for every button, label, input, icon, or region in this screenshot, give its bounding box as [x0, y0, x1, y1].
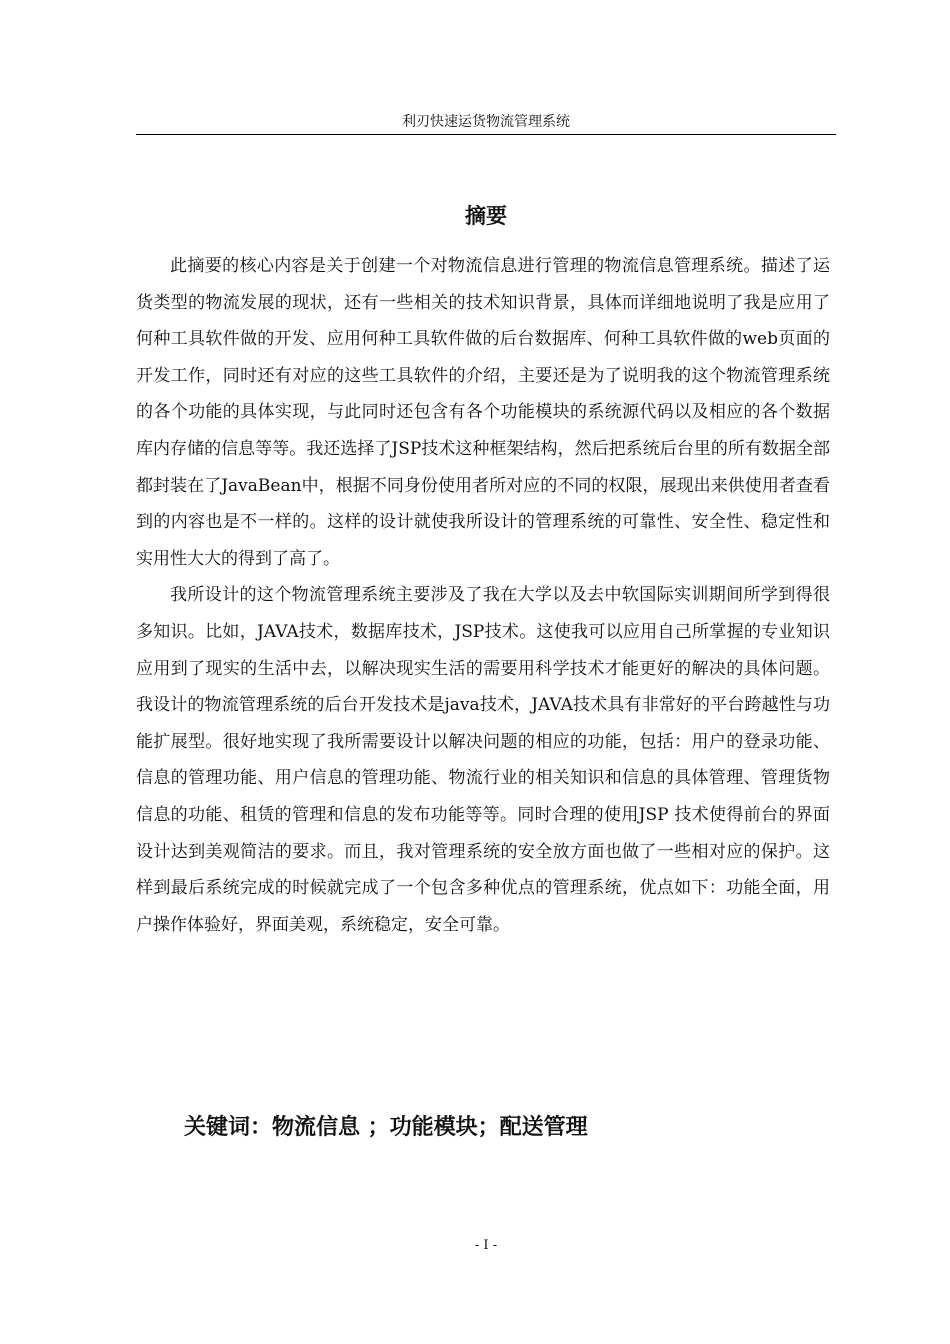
- section-title: 摘要: [465, 204, 507, 228]
- keywords-line: 关键词：物流信息 ；功能模块；配送管理: [184, 1115, 588, 1140]
- page-header-title: 利刃快速运货物流管理系统: [402, 114, 570, 130]
- abstract-paragraph-1: 此摘要的核心内容是关于创建一个对物流信息进行管理的物流信息管理系统。描述了运货类型的物流发展的现状，还有一些相关的技术知识背景，具体而详细地说明了我是应用了何种工具软件做的开发、应用何种工具软件做的后台数据库、何种工具软件做的web页面的开发工作，同时还有对应的这些工具软件的介绍，主要还是为了说明我的这个物流管理系统的各个功能的具体实现，与此同时还包含有各个功能模块的系统源代码以及相应的各个数据库内存储的信息等等。我还选择了JSP技术这种框架结构，然后把系统后台里的所有数据全部都封装在了JavaBean中，根据不同身份使用者所对应的不同的权限，展现出来供使用者查看到的内容也是不一样的。这样的设计就使我所设计的管理系统的可靠性、安全性、稳定性和实用性大大的得到了高了。: [136, 256, 830, 569]
- abstract-paragraph-2: 我所设计的这个物流管理系统主要涉及了我在大学以及去中软国际实训期间所学到得很多知识。比如，JAVA技术，数据库技术，JSP技术。这使我可以应用自己所掌握的专业知识应用到了现实的生活中去，以解决现实生活的需要用科学技术才能更好的解决的具体问题。我设计的物流管理系统的后台开发技术是java技术，JAVA技术具有非常好的平台跨越性与功能扩展型。很好地实现了我所需要设计以解决问题的相应的功能，包括：用户的登录功能、信息的管理功能、用户信息的管理功能、物流行业的相关知识和信息的具体管理、管理货物信息的功能、租赁的管理和信息的发布功能等等。同时合理的使用JSP 技术使得前台的界面设计达到美观简洁的要求。而且，我对管理系统的安全放方面也做了一些相对应的保护。这样到最后系统完成的时候就完成了一个包含多种优点的管理系统，优点如下：功能全面，用户操作体验好，界面美观，系统稳定，安全可靠。: [136, 585, 830, 935]
- page-number: - I -: [474, 1238, 498, 1253]
- header-divider: [136, 134, 836, 135]
- abstract-body: [136, 248, 830, 943]
